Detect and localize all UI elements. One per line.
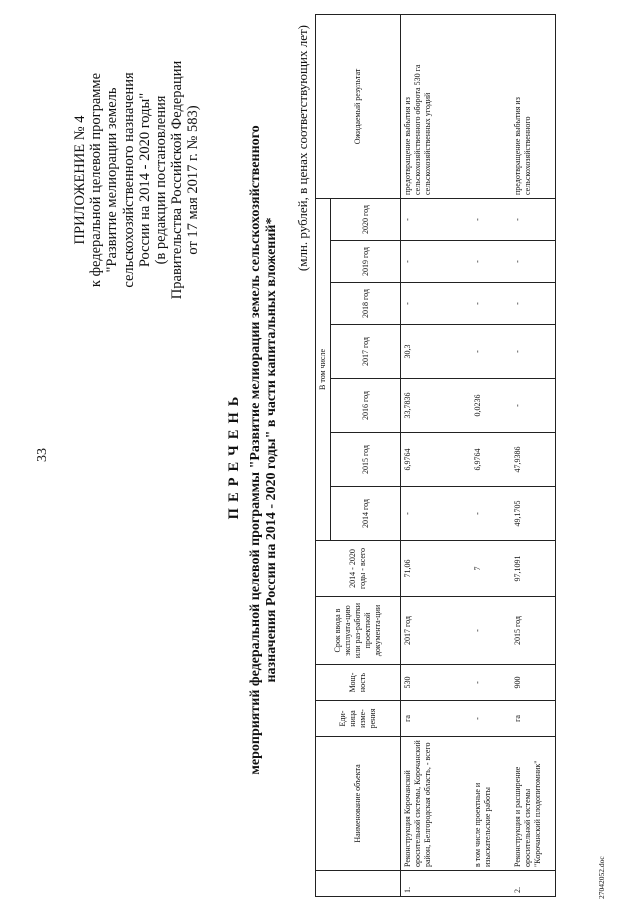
appendix-line: "Развитие мелиорации земель bbox=[104, 87, 121, 273]
header-capacity: Мощ-ность bbox=[316, 665, 401, 701]
measures-table bbox=[315, 14, 556, 897]
subtitle-line: назначения России на 2014 - 2020 годы" в части капитальных вложений* bbox=[264, 217, 279, 683]
cell-result: предотвращение выбытия из сельскохозяйственного bbox=[511, 14, 556, 198]
cell-total: 71,06 bbox=[401, 541, 471, 597]
cell-total: 7 bbox=[471, 541, 511, 597]
header-year: 2018 год bbox=[331, 283, 401, 325]
cell-year: - bbox=[401, 198, 471, 240]
appendix-line: от 17 мая 2017 г. № 583) bbox=[185, 105, 202, 255]
file-reference: 27042052.doc bbox=[597, 856, 606, 899]
cell-num: 2. bbox=[511, 871, 556, 897]
cell-result bbox=[471, 14, 511, 198]
cell-term: 2017 год bbox=[401, 597, 471, 665]
cell-capacity: 530 bbox=[401, 665, 471, 701]
cell-name: в том числе проектные и изыскательские работы bbox=[471, 737, 511, 871]
cell-result: предотвращение выбытия из сельскохозяйственного оборота 530 га сельскохозяйственных угодий bbox=[401, 14, 471, 198]
header-year: 2020 год bbox=[331, 198, 401, 240]
header-year: 2015 год bbox=[331, 433, 401, 487]
cell-name: Реконструкция и расширение оросительной системы "Корочанский плодопитомник" bbox=[511, 737, 556, 871]
cell-year: - bbox=[471, 325, 511, 379]
cell-unit: - bbox=[471, 701, 511, 737]
cell-unit: га bbox=[511, 701, 556, 737]
subtitle-line: мероприятий федеральной целевой программы "Развитие мелиорации земель сельскохозяйственного bbox=[248, 125, 263, 775]
cell-capacity: 900 bbox=[511, 665, 556, 701]
cell-year: 47,9386 bbox=[511, 433, 556, 487]
cell-year: - bbox=[471, 283, 511, 325]
cell-year: 33,7836 bbox=[401, 379, 471, 433]
header-year: 2014 год bbox=[331, 487, 401, 541]
cell-num bbox=[471, 871, 511, 897]
cell-year: - bbox=[401, 487, 471, 541]
header-year: 2017 год bbox=[331, 325, 401, 379]
header-year: 2016 год bbox=[331, 379, 401, 433]
cell-year: - bbox=[511, 283, 556, 325]
cell-total: 97,1091 bbox=[511, 541, 556, 597]
cell-year: 0,0236 bbox=[471, 379, 511, 433]
cell-year: 30,3 bbox=[401, 325, 471, 379]
header-term: Срок ввода в эксплуата-цию или раз-работки проектной документа-ции bbox=[316, 597, 401, 665]
cell-year: - bbox=[511, 379, 556, 433]
page-number: 33 bbox=[35, 448, 50, 462]
appendix-line: России на 2014 - 2020 годы" bbox=[136, 92, 153, 268]
table-row bbox=[471, 14, 511, 896]
appendix-line: сельскохозяйственного назначения bbox=[120, 72, 137, 288]
appendix-line: ПРИЛОЖЕНИЕ № 4 bbox=[72, 115, 88, 245]
cell-name: Реконструкция Корочанской оросительной системы, Корочанский район, Белгородская область, - всего bbox=[401, 737, 471, 871]
document-title: ПЕРЕЧЕНЬ bbox=[226, 390, 242, 520]
header-unit: Еди-ница изме-рения bbox=[316, 701, 401, 737]
header-group: В том числе bbox=[316, 198, 331, 540]
cell-year: - bbox=[471, 198, 511, 240]
header-num bbox=[316, 871, 401, 897]
cell-year: - bbox=[511, 198, 556, 240]
header-total: 2014 - 2020 годы - всего bbox=[316, 541, 401, 597]
appendix-line: (в редакции постановления bbox=[153, 95, 170, 265]
appendix-line: Правительства Российской Федерации bbox=[169, 60, 186, 300]
cell-year: - bbox=[401, 241, 471, 283]
cell-year: 6,9764 bbox=[401, 433, 471, 487]
appendix-line: к федеральной целевой программе bbox=[88, 72, 105, 288]
cell-year: - bbox=[511, 325, 556, 379]
cell-year: - bbox=[401, 283, 471, 325]
cell-year: 49,1705 bbox=[511, 487, 556, 541]
cell-term: - bbox=[471, 597, 511, 665]
cell-term: 2015 год bbox=[511, 597, 556, 665]
unit-note: (млн. рублей, в ценах соответствующих лет) bbox=[295, 25, 310, 272]
table-row bbox=[401, 14, 471, 896]
header-name: Наименование объекта bbox=[316, 737, 401, 871]
cell-capacity: - bbox=[471, 665, 511, 701]
header-result: Ожидаемый результат bbox=[316, 14, 401, 198]
cell-unit: га bbox=[401, 701, 471, 737]
cell-year: 6,9764 bbox=[471, 433, 511, 487]
header-year: 2019 год bbox=[331, 241, 401, 283]
cell-num: 1. bbox=[401, 871, 471, 897]
appendix-header bbox=[72, 15, 202, 345]
table-row bbox=[511, 14, 556, 896]
cell-year: - bbox=[511, 241, 556, 283]
document-subtitle bbox=[248, 55, 280, 845]
cell-year: - bbox=[471, 487, 511, 541]
cell-year: - bbox=[471, 241, 511, 283]
